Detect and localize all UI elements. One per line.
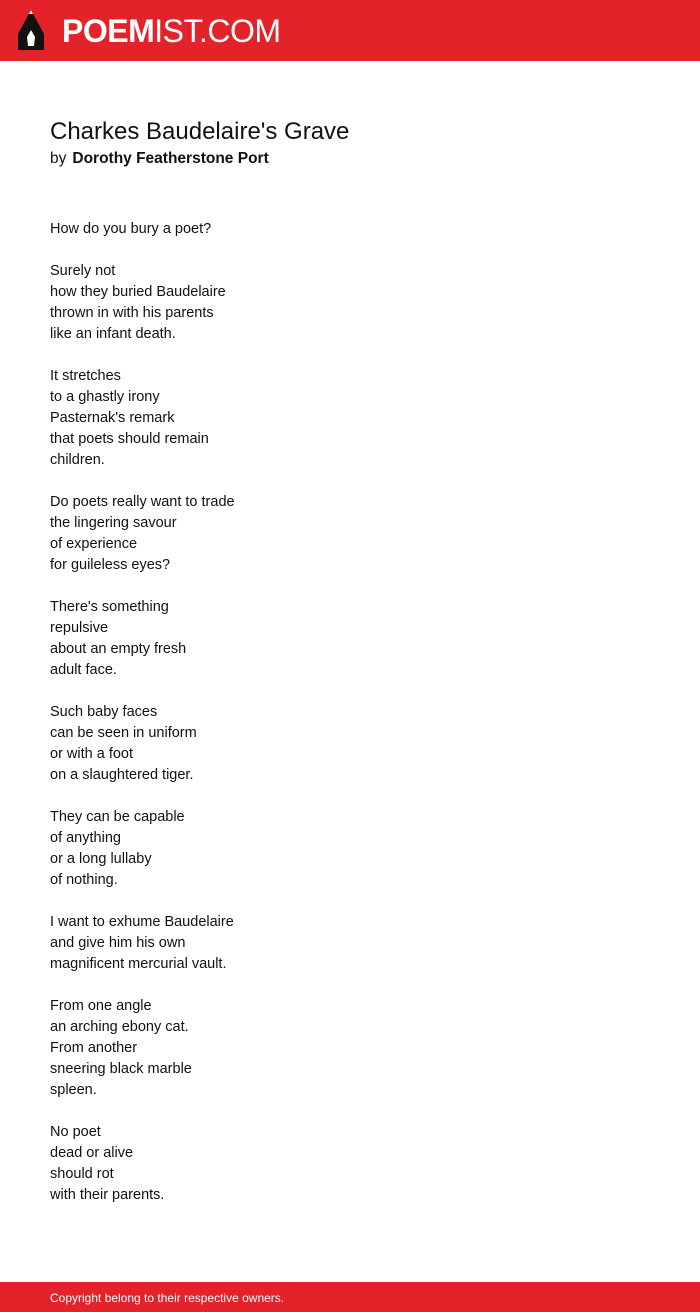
poem-line: It stretches: [50, 368, 121, 384]
poem-line: How do you bury a poet?: [50, 221, 212, 237]
poem-line: adult face.: [50, 662, 117, 678]
poem-line: of anything: [50, 830, 121, 846]
poem-line: to a ghastly irony: [50, 389, 160, 405]
logo-text-bold: POEM: [62, 13, 155, 49]
stanza-break: [50, 975, 650, 996]
site-header: [0, 0, 700, 61]
poem-line: should rot: [50, 1166, 114, 1182]
poem-line: or with a foot: [50, 746, 134, 762]
poem-line: on a slaughtered tiger.: [50, 767, 194, 783]
poem-line: how they buried Baudelaire: [50, 284, 226, 300]
copyright-text: Copyright belong to their respective owners.: [50, 1291, 285, 1305]
poem-line: and give him his own: [50, 935, 186, 951]
poem-line: spleen.: [50, 1082, 97, 1098]
poem-line: or a long lullaby: [50, 851, 152, 867]
poem-line: with their parents.: [50, 1187, 165, 1203]
poem-line: Do poets really want to trade: [50, 494, 235, 510]
poem-line: can be seen in uniform: [50, 725, 197, 741]
stanza-break: [50, 240, 650, 261]
poem-line: sneering black marble: [50, 1061, 192, 1077]
poem-line: thrown in with his parents: [50, 305, 214, 321]
by-label: by: [50, 150, 67, 167]
poem-line: that poets should remain: [50, 431, 209, 447]
pencil-tip-icon[interactable]: [17, 10, 45, 52]
poem-line: dead or alive: [50, 1145, 134, 1161]
byline: [50, 148, 269, 170]
poem-line: Surely not: [50, 263, 116, 279]
poem-line: No poet: [50, 1124, 101, 1140]
stanza-break: [50, 681, 650, 702]
stanza-break: [50, 1101, 650, 1122]
poem-line: children.: [50, 452, 105, 468]
poem-line: They can be capable: [50, 809, 185, 825]
poem-line: repulsive: [50, 620, 109, 636]
poem-line: an arching ebony cat.: [50, 1019, 189, 1035]
site-logo[interactable]: [62, 11, 281, 51]
poem-line: of experience: [50, 536, 138, 552]
poem-line: for guileless eyes?: [50, 557, 171, 573]
poem-line: There's something: [50, 599, 169, 615]
poem-line: Such baby faces: [50, 704, 158, 720]
poem-line: Pasternak's remark: [50, 410, 175, 426]
stanza-break: [50, 471, 650, 492]
site-footer: [0, 1282, 700, 1312]
stanza-break: [50, 786, 650, 807]
poem-title: Charkes Baudelaire's Grave: [50, 118, 350, 145]
poem-line: the lingering savour: [50, 515, 177, 531]
poem-line: like an infant death.: [50, 326, 176, 342]
poem-line: magnificent mercurial vault.: [50, 956, 227, 972]
stanza-break: [50, 576, 650, 597]
poem-line: about an empty fresh: [50, 641, 187, 657]
poem-body: [50, 219, 650, 1206]
poem-line: From another: [50, 1040, 138, 1056]
stanza-break: [50, 345, 650, 366]
logo-text-light: IST.COM: [154, 13, 281, 49]
poem-line: of nothing.: [50, 872, 118, 888]
stanza-break: [50, 891, 650, 912]
poem-line: From one angle: [50, 998, 152, 1014]
author-name[interactable]: Dorothy Featherstone Port: [72, 150, 269, 167]
poem-line: I want to exhume Baudelaire: [50, 914, 234, 930]
